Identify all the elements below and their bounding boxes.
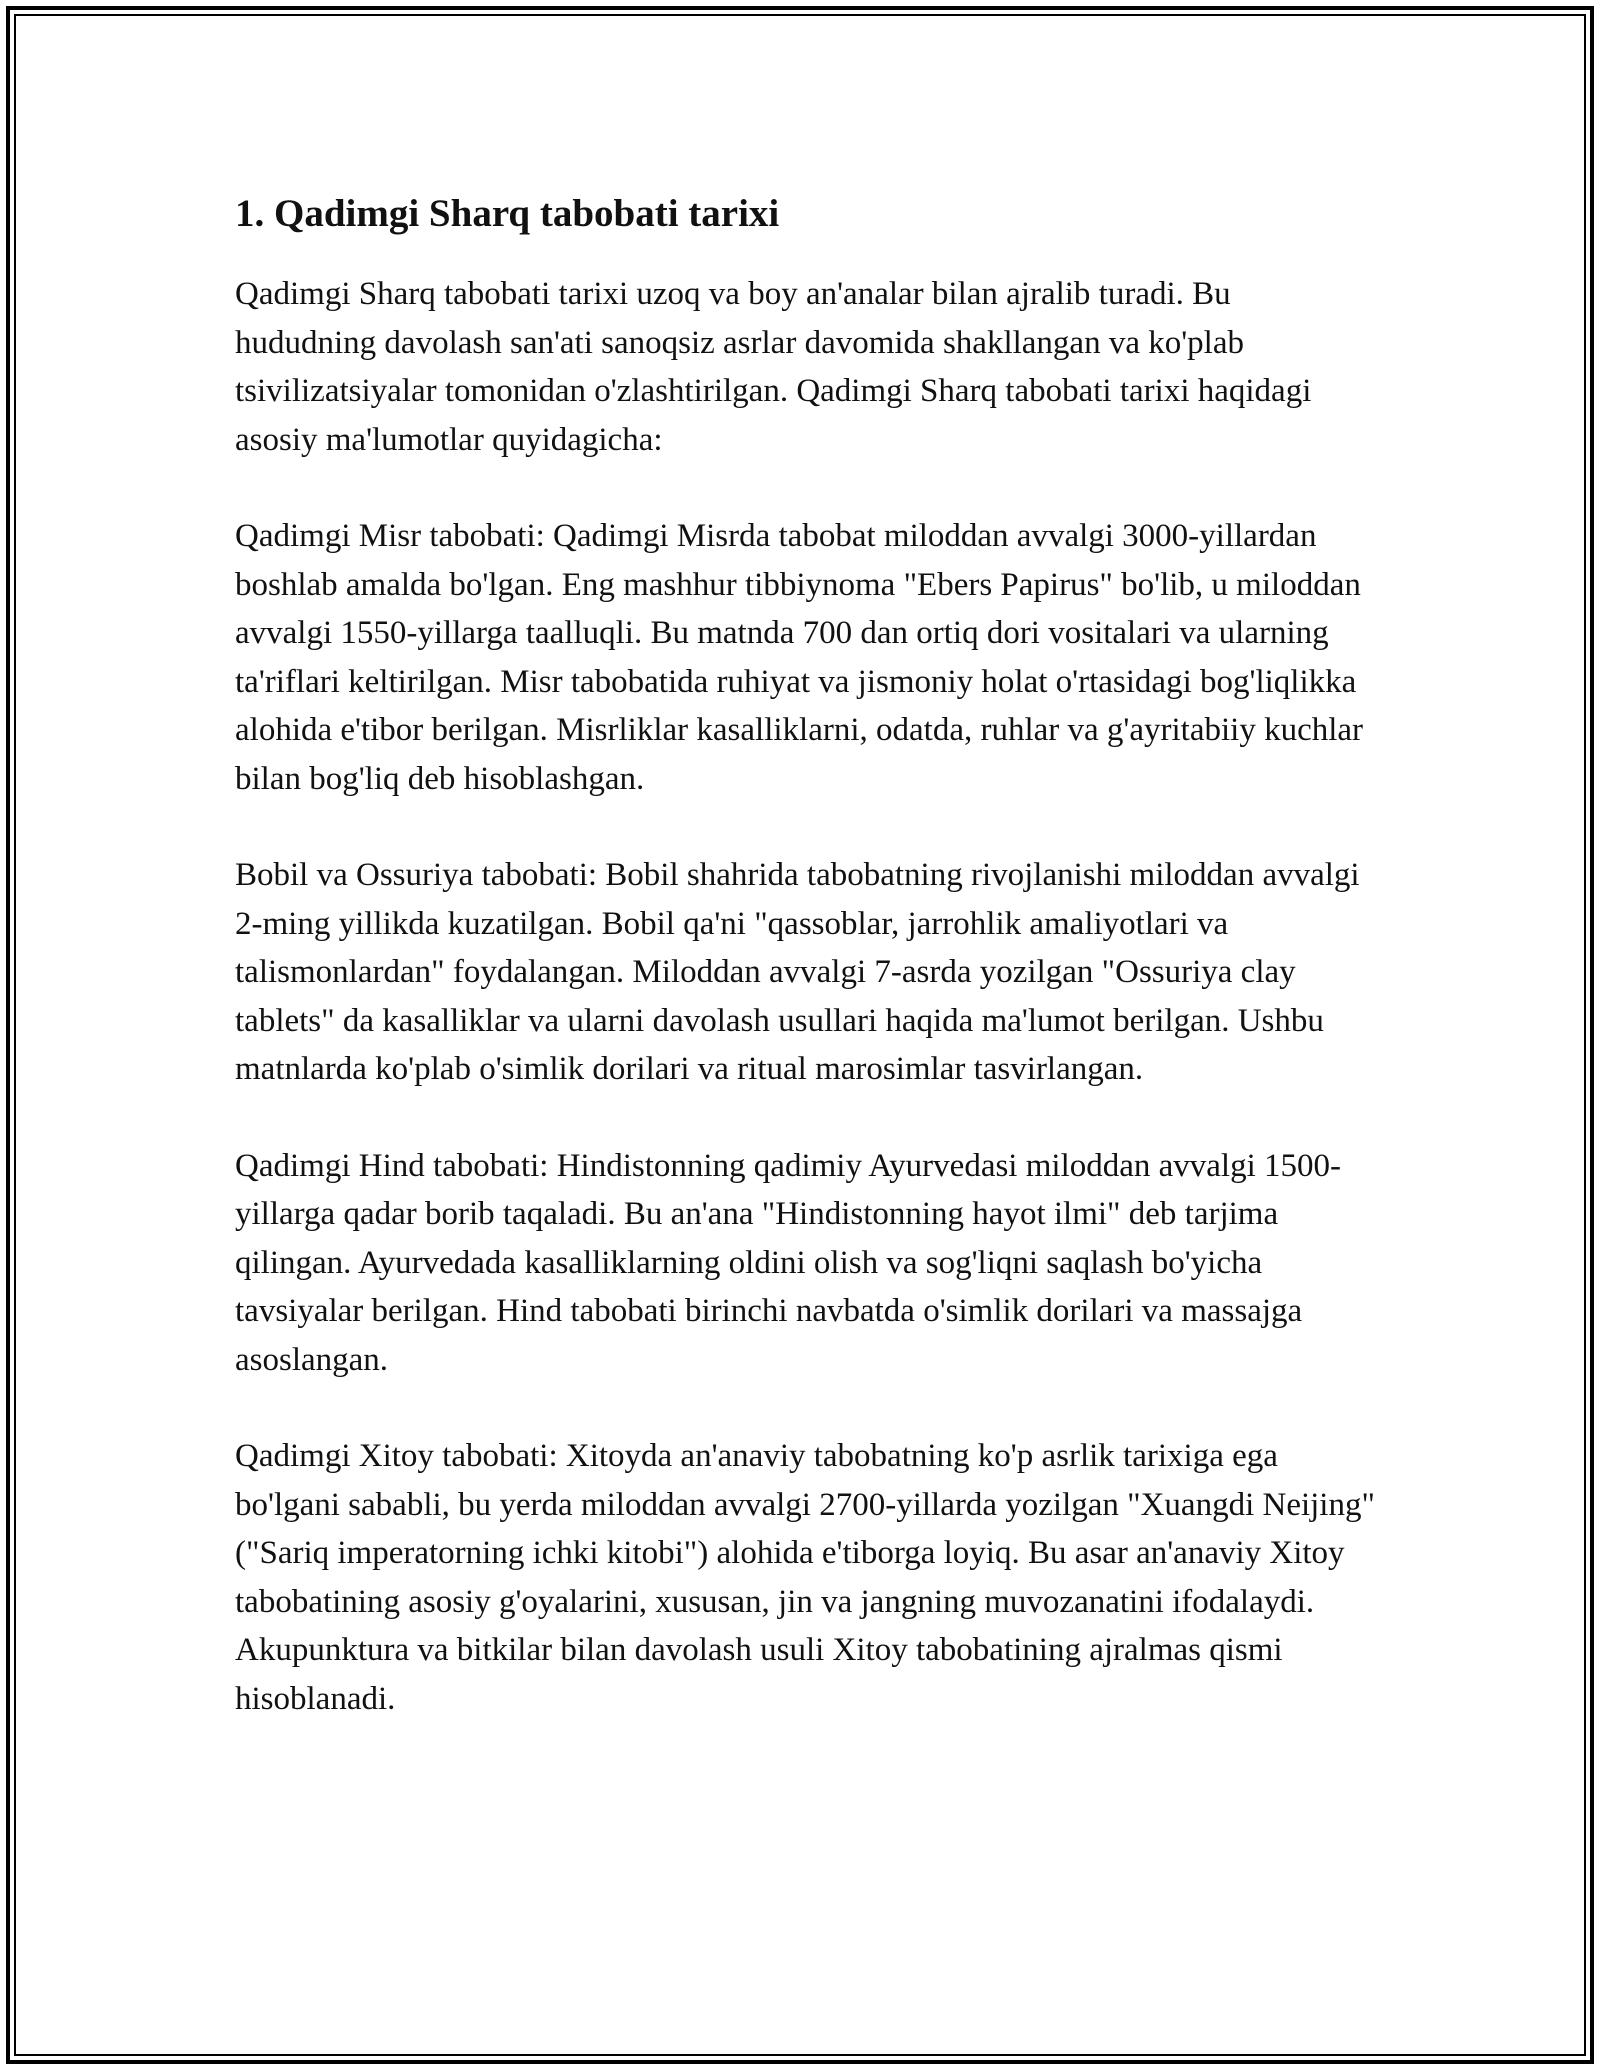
paragraph-intro: Qadimgi Sharq tabobati tarixi uzoq va boy an'analar bilan ajralib turadi. Bu hududning davolash san'ati sanoqsiz asrlar davomida shakllangan va ko'plab tsivilizatsiyalar tomonidan o'zlashtirilgan. Qadimgi Sharq tabobati tarixi haqidagi asosiy ma'lumotlar quyidagicha:	[235, 276, 1312, 458]
paragraph-india: Qadimgi Hind tabobati: Hindistonning qadimiy Ayurvedasi miloddan avvalgi 1500-yillarga qadar borib taqaladi. Bu an'ana "Hindistonning hayot ilmi" deb tarjima qilingan. Ayurvedada kasalliklarning oldini olish va sog'liqni saqlash bo'yicha tavsiyalar berilgan. Hind tabobati birinchi navbatda o'simlik dorilari va massajga asoslangan.	[235, 1147, 1341, 1378]
paragraph-egypt: Qadimgi Misr tabobati: Qadimgi Misrda tabobat miloddan avvalgi 3000-yillardan boshlab amalda bo'lgan. Eng mashhur tibbiynoma "Ebers Papirus" bo'lib, u miloddan avvalgi 1550-yillarga taalluqli. Bu matnda 700 dan ortiq dori vositalari va ularning ta'riflari keltirilgan. Misr tabobatida ruhiyat va jismoniy holat o'rtasidagi bog'liqlikka alohida e'tibor berilgan. Misrliklar kasalliklarni, odatda, ruhlar va g'ayritabiiy kuchlar bilan bog'liq deb hisoblashgan.	[235, 518, 1364, 797]
section-heading: 1. Qadimgi Sharq tabobati tarixi	[235, 192, 780, 235]
paragraph-china: Qadimgi Xitoy tabobati: Xitoyda an'anaviy tabobatning ko'p asrlik tarixiga ega bo'lgani sababli, bu yerda miloddan avvalgi 2700-yillarda yozilgan "Xuangdi Neijing" ("Sariq imperatorning ichki kitobi") alohida e'tiborga loyiq. Bu asar an'anaviy Xitoy tabobatining asosiy g'oyalarini, xususan, jin va jangning muvozanatini ifodalaydi. Akupunktura va bitkilar bilan davolash usuli Xitoy tabobatining ajralmas qismi hisoblanadi.	[235, 1438, 1375, 1717]
document-body	[235, 188, 1375, 1771]
paragraph-babylon-assyria: Bobil va Ossuriya tabobati: Bobil shahrida tabobatning rivojlanishi miloddan avvalgi 2-ming yillikda kuzatilgan. Bobil qa'ni "qassoblar, jarrohlik amaliyotlari va talismonlardan" foydalangan. Miloddan avvalgi 7-asrda yozilgan "Ossuriya clay tablets" da kasalliklar va ularni davolash usullari haqida ma'lumot berilgan. Ushbu matnlarda ko'plab o'simlik dorilari va ritual marosimlar tasvirlangan.	[235, 857, 1360, 1087]
